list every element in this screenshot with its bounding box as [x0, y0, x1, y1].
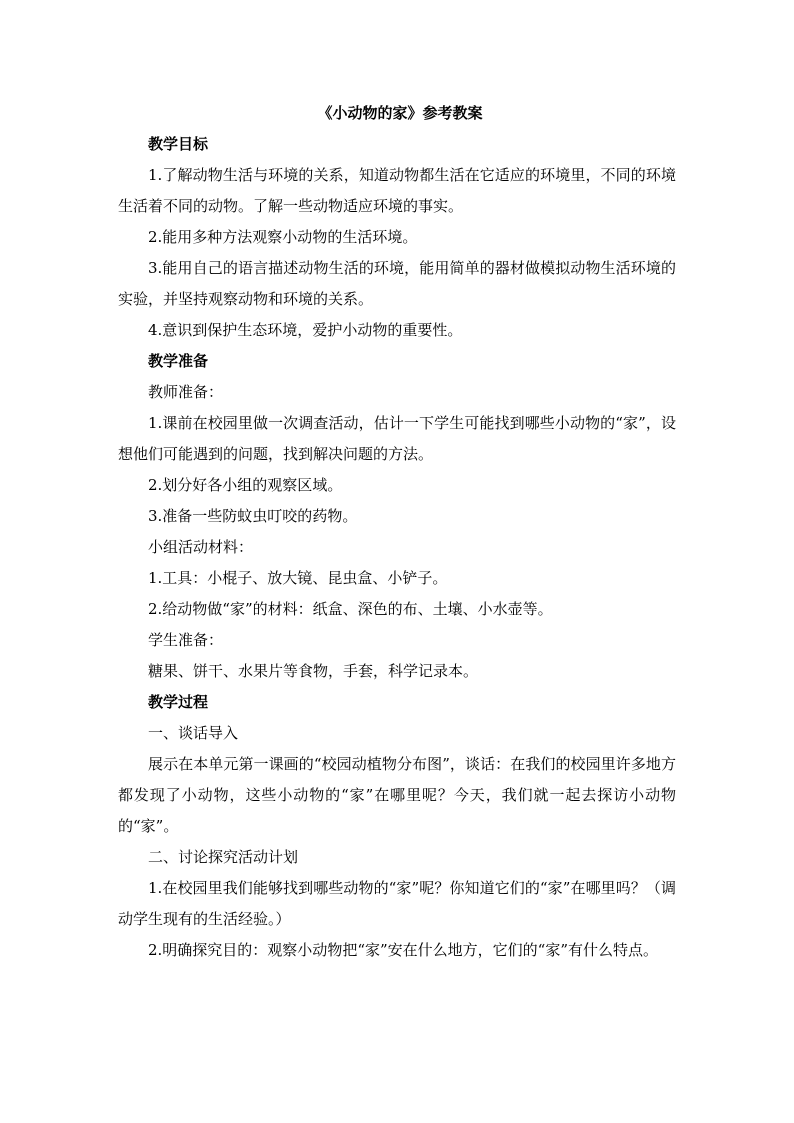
paragraph: 教师准备： — [148, 383, 224, 401]
section-heading-process: 教学过程 — [148, 693, 209, 711]
section-heading-objectives: 教学目标 — [148, 135, 209, 153]
document-title: 《小动物的家》参考教案 — [317, 104, 483, 122]
document-body — [118, 98, 676, 966]
paragraph: 学生准备： — [148, 631, 224, 649]
paragraph: 小组活动材料： — [148, 538, 254, 556]
paragraph: 1.了解动物生活与环境的关系，知道动物都生活在它适应的环境里，不同的环境生活着不同的动物。了解一些动物适应环境的事实。 — [118, 166, 676, 215]
paragraph: 3.能用自己的语言描述动物生活的环境，能用简单的器材做模拟动物生活环境的实验，并坚持观察动物和环境的关系。 — [118, 259, 676, 308]
paragraph: 2.能用多种方法观察小动物的生活环境。 — [148, 228, 418, 246]
paragraph: 糖果、饼干、水果片等食物，手套，科学记录本。 — [148, 662, 479, 680]
paragraph: 3.准备一些防蚊虫叮咬的药物。 — [148, 507, 358, 525]
paragraph: 4.意识到保护生态环境，爱护小动物的重要性。 — [148, 321, 463, 339]
paragraph: 2.明确探究目的：观察小动物把“家”安在什么地方，它们的“家”有什么特点。 — [148, 941, 658, 959]
paragraph: 2.给动物做“家”的材料：纸盒、深色的布、土壤、小水壶等。 — [148, 600, 553, 618]
paragraph: 1.工具：小棍子、放大镜、昆虫盒、小铲子。 — [148, 569, 448, 587]
paragraph: 1.在校园里我们能够找到哪些动物的“家”呢？你知道它们的“家”在哪里吗？（调动学生现有的生活经验。） — [118, 879, 676, 928]
paragraph: 一、谈话导入 — [148, 724, 239, 742]
paragraph: 二、讨论探究活动计划 — [148, 848, 299, 866]
paragraph: 展示在本单元第一课画的“校园动植物分布图”，谈话：在我们的校园里许多地方都发现了小动物，这些小动物的“家”在哪里呢？今天，我们就一起去探访小动物的“家”。 — [118, 755, 676, 835]
paragraph: 2.划分好各小组的观察区域。 — [148, 476, 343, 494]
paragraph: 1.课前在校园里做一次调查活动，估计一下学生可能找到哪些小动物的“家”，设想他们可能遇到的问题，找到解决问题的方法。 — [118, 414, 676, 463]
section-heading-preparation: 教学准备 — [148, 352, 209, 370]
